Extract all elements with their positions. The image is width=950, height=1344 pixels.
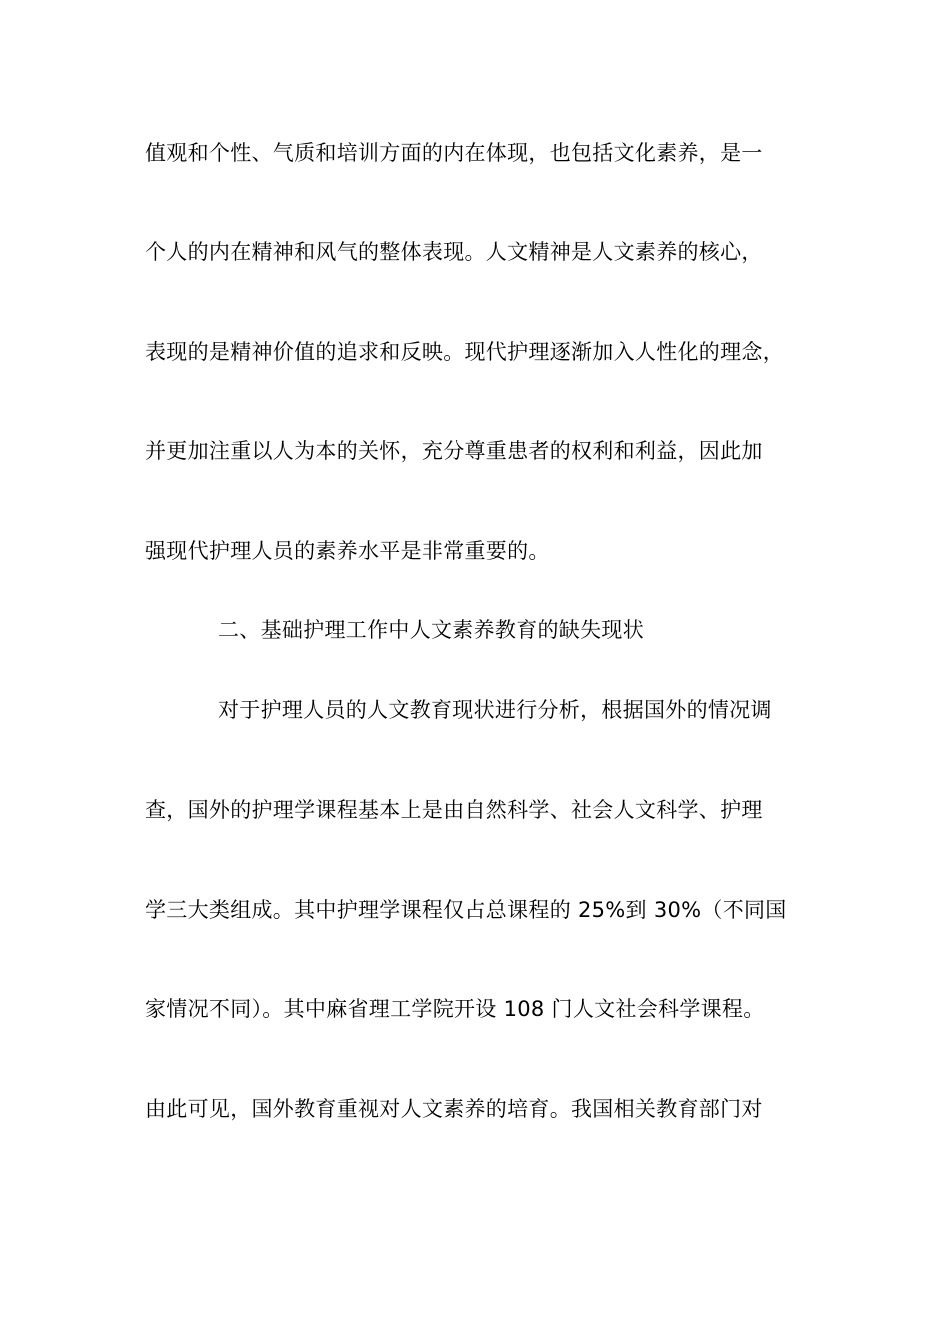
paragraph-line: 表现的是精神价值的追求和反映。现代护理逐渐加入人性化的理念， — [145, 340, 784, 364]
paragraph-line: 对于护理人员的人文教育现状进行分析，根据国外的情况调 — [218, 698, 772, 722]
paragraph-line: 由此可见，国外教育重视对人文素养的培育。我国相关教育部门对 — [145, 1097, 763, 1121]
paragraph-line: 值观和个性、气质和培训方面的内在体现，也包括文化素养，是一 — [145, 141, 763, 165]
paragraph-line: 并更加注重以人为本的关怀，充分尊重患者的权利和利益，因此加 — [145, 439, 763, 463]
section-heading: 二、基础护理工作中人文素养教育的缺失现状 — [218, 618, 644, 642]
paragraph-line: 查，国外的护理学课程基本上是由自然科学、社会人文科学、护理 — [145, 798, 763, 822]
paragraph-line: 学三大类组成。其中护理学课程仅占总课程的 25%到 30%（不同国 — [145, 898, 787, 922]
paragraph-line: 家情况不同）。其中麻省理工学院开设 108 门人文社会科学课程。 — [145, 997, 765, 1021]
paragraph-line: 个人的内在精神和风气的整体表现。人文精神是人文素养的核心， — [145, 240, 763, 264]
paragraph-line: 强现代护理人员的素养水平是非常重要的。 — [145, 539, 550, 563]
